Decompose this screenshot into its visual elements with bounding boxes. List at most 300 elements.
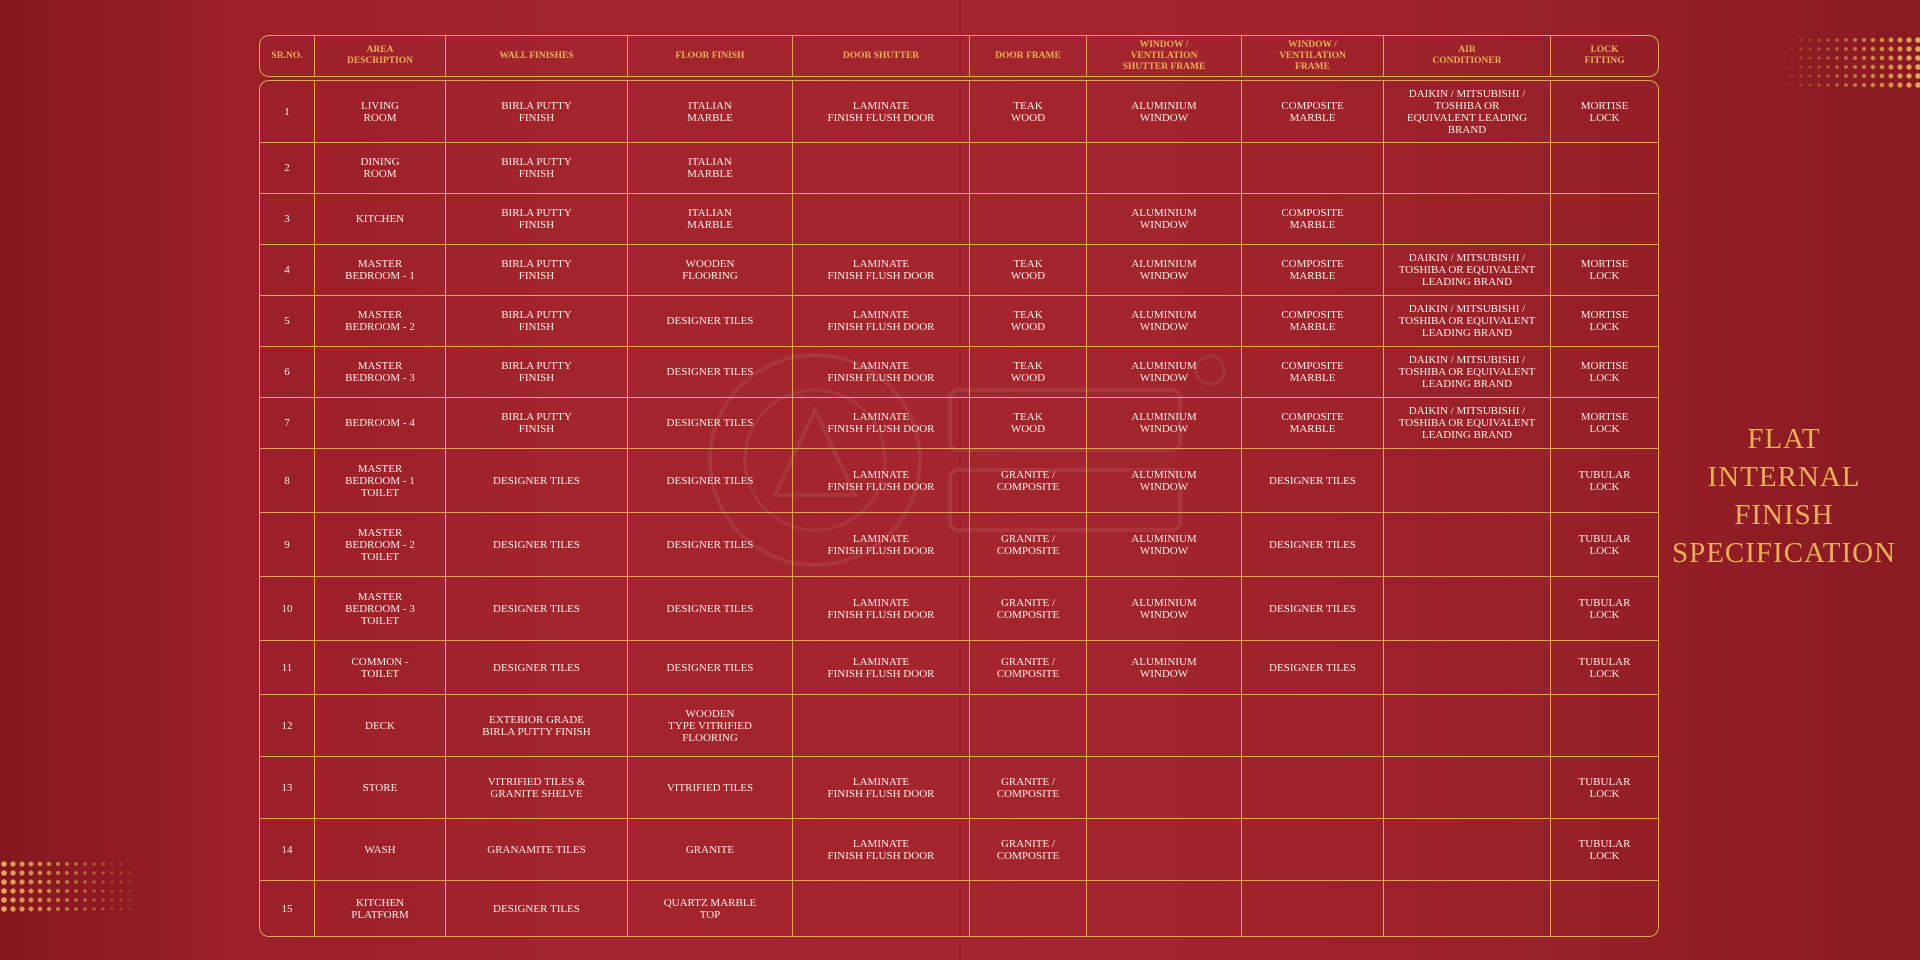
page-title-line: FLAT: [1747, 423, 1821, 455]
decorative-dot: [1871, 38, 1875, 42]
decorative-dot: [101, 862, 104, 865]
page-title: [1668, 420, 1900, 572]
decorative-dot: [1, 879, 7, 885]
table-cell: ITALIAN MARBLE: [628, 194, 793, 245]
serial-number-cell: 13: [259, 757, 315, 819]
table-cell: DESIGNER TILES: [446, 513, 628, 577]
decorative-dot: [1826, 56, 1829, 59]
table-row: [259, 695, 1659, 757]
decorative-dot: [56, 898, 60, 902]
column-header: AIR CONDITIONER: [1384, 35, 1551, 77]
decorative-dot: [10, 906, 15, 911]
table-cell: COMPOSITE MARBLE: [1242, 194, 1384, 245]
decorative-dot: [29, 907, 34, 912]
serial-number-cell: 2: [259, 143, 315, 194]
table-cell: GRANITE: [628, 819, 793, 881]
table-cell: [1242, 695, 1384, 757]
decorative-dot: [1844, 56, 1848, 60]
decorative-dot: [1844, 38, 1848, 42]
decorative-dot: [1915, 73, 1920, 79]
decorative-dot: [83, 889, 87, 893]
table-cell: TUBULAR LOCK: [1551, 513, 1659, 577]
table-cell: [793, 695, 970, 757]
decorative-dot: [1906, 82, 1911, 87]
decorative-dot: [10, 879, 15, 884]
table-cell: [1087, 881, 1242, 937]
table-cell: TEAK WOOD: [970, 398, 1087, 449]
decorative-dot: [47, 907, 51, 911]
table-cell: [1384, 695, 1551, 757]
table-cell: [1242, 143, 1384, 194]
decorative-dot: [1906, 55, 1911, 60]
decorative-dot: [1817, 56, 1820, 59]
decorative-dot: [38, 889, 43, 894]
table-cell: COMPOSITE MARBLE: [1242, 347, 1384, 398]
decorative-dot: [120, 881, 123, 884]
decorative-dot: [111, 899, 114, 902]
decorative-dot: [1809, 75, 1812, 78]
table-cell: [970, 194, 1087, 245]
table-cell: [1087, 757, 1242, 819]
table-row: [259, 513, 1659, 577]
decorative-dot: [1826, 83, 1829, 86]
decorative-dot: [1809, 39, 1812, 42]
decorative-dot: [1817, 65, 1820, 68]
decorative-dot: [1, 870, 7, 876]
decorative-dot: [1826, 65, 1829, 68]
decorative-dot: [111, 908, 114, 911]
decorative-dot: [129, 908, 131, 910]
decorative-dot: [1835, 74, 1839, 78]
table-cell: ALUMINIUM WINDOW: [1087, 296, 1242, 347]
table-cell: TUBULAR LOCK: [1551, 449, 1659, 513]
decorative-dot: [1880, 65, 1885, 70]
serial-number-cell: 3: [259, 194, 315, 245]
decorative-dot: [1, 897, 7, 903]
table-cell: MORTISE LOCK: [1551, 398, 1659, 449]
table-cell: BIRLA PUTTY FINISH: [446, 143, 628, 194]
decorative-dot: [120, 863, 123, 866]
decorative-dot: [1817, 74, 1820, 77]
decorative-dot: [1889, 65, 1894, 70]
table-cell: LAMINATE FINISH FLUSH DOOR: [793, 245, 970, 296]
page-title-line: INTERNAL: [1707, 461, 1861, 493]
decorative-dot: [120, 872, 123, 875]
table-cell: WOODEN FLOORING: [628, 245, 793, 296]
decorative-dot: [65, 880, 69, 884]
decorative-dot: [120, 908, 123, 911]
decorative-dot: [92, 871, 95, 874]
column-header: WALL FINISHES: [446, 35, 628, 77]
decorative-dot: [1800, 66, 1803, 69]
page-title-line: SPECIFICATION: [1671, 537, 1897, 569]
decorative-dot: [29, 898, 34, 903]
decorative-dot: [1897, 37, 1902, 42]
decorative-dot: [56, 862, 60, 866]
table-row: [259, 143, 1659, 194]
decorative-dot: [38, 862, 43, 867]
decorative-dot: [1826, 74, 1829, 77]
table-row: [259, 398, 1659, 449]
decorative-dot: [1889, 74, 1894, 79]
table-cell: BIRLA PUTTY FINISH: [446, 296, 628, 347]
table-cell: KITCHEN PLATFORM: [315, 881, 446, 937]
decorative-dot-pattern-bottom-left: [0, 860, 135, 920]
table-cell: DESIGNER TILES: [1242, 641, 1384, 695]
table-cell: WOODEN TYPE VITRIFIED FLOORING: [628, 695, 793, 757]
table-cell: [1551, 194, 1659, 245]
table-cell: [1384, 881, 1551, 937]
decorative-dot: [101, 880, 104, 883]
decorative-dot: [38, 907, 43, 912]
decorative-dot: [83, 880, 87, 884]
decorative-dot: [1809, 66, 1812, 69]
decorative-dot: [1835, 38, 1839, 42]
serial-number-cell: 12: [259, 695, 315, 757]
decorative-dot: [1844, 83, 1848, 87]
decorative-dot: [101, 898, 104, 901]
decorative-dot: [10, 861, 15, 866]
column-header: AREA DESCRIPTION: [315, 35, 446, 77]
decorative-dot: [1791, 75, 1793, 77]
decorative-dot: [1, 906, 7, 912]
table-cell: GRANITE / COMPOSITE: [970, 757, 1087, 819]
decorative-dot: [1880, 74, 1885, 79]
decorative-dot: [38, 871, 43, 876]
table-cell: DAIKIN / MITSUBISHI / TOSHIBA OR EQUIVALENT LEADING BRAND: [1384, 347, 1551, 398]
table-cell: BIRLA PUTTY FINISH: [446, 245, 628, 296]
table-cell: DESIGNER TILES: [628, 296, 793, 347]
table-cell: [1384, 641, 1551, 695]
table-cell: DINING ROOM: [315, 143, 446, 194]
decorative-dot: [10, 888, 15, 893]
table-cell: DESIGNER TILES: [1242, 577, 1384, 641]
table-cell: WASH: [315, 819, 446, 881]
decorative-dot: [1835, 65, 1839, 69]
table-cell: TUBULAR LOCK: [1551, 819, 1659, 881]
decorative-dot: [1844, 65, 1848, 69]
table-cell: TUBULAR LOCK: [1551, 757, 1659, 819]
decorative-dot: [19, 870, 24, 875]
decorative-dot: [101, 889, 104, 892]
table-cell: DESIGNER TILES: [628, 577, 793, 641]
table-cell: [793, 194, 970, 245]
page-title-line: FINISH: [1734, 499, 1834, 531]
decorative-dot: [47, 889, 51, 893]
decorative-dot: [19, 861, 24, 866]
decorative-dot: [1800, 75, 1803, 78]
decorative-dot: [10, 897, 15, 902]
decorative-dot: [129, 863, 131, 865]
table-cell: DESIGNER TILES: [446, 881, 628, 937]
decorative-dot: [1853, 38, 1857, 42]
decorative-dot: [92, 898, 95, 901]
table-cell: VITRIFIED TILES & GRANITE SHELVE: [446, 757, 628, 819]
decorative-dot: [1853, 83, 1857, 87]
table-cell: [970, 881, 1087, 937]
column-header: FLOOR FINISH: [628, 35, 793, 77]
table-cell: KITCHEN: [315, 194, 446, 245]
decorative-dot: [1800, 84, 1803, 87]
decorative-dot: [1871, 65, 1875, 69]
table-cell: [1242, 819, 1384, 881]
table-cell: ALUMINIUM WINDOW: [1087, 577, 1242, 641]
table-cell: DAIKIN / MITSUBISHI / TOSHIBA OR EQUIVALENT LEADING BRAND: [1384, 245, 1551, 296]
table-cell: [1384, 449, 1551, 513]
finish-specification-table-container: [259, 35, 1659, 937]
table-cell: LIVING ROOM: [315, 80, 446, 143]
decorative-dot: [74, 880, 78, 884]
table-cell: LAMINATE FINISH FLUSH DOOR: [793, 398, 970, 449]
decorative-dot: [1880, 47, 1885, 52]
table-cell: DAIKIN / MITSUBISHI / TOSHIBA OR EQUIVALENT LEADING BRAND: [1384, 398, 1551, 449]
table-row: [259, 577, 1659, 641]
decorative-dot: [120, 899, 123, 902]
serial-number-cell: 11: [259, 641, 315, 695]
table-cell: ALUMINIUM WINDOW: [1087, 80, 1242, 143]
table-cell: LAMINATE FINISH FLUSH DOOR: [793, 641, 970, 695]
serial-number-cell: 7: [259, 398, 315, 449]
serial-number-cell: 14: [259, 819, 315, 881]
table-cell: [1384, 513, 1551, 577]
table-cell: [1384, 194, 1551, 245]
decorative-dot: [1862, 47, 1866, 51]
decorative-dot: [1871, 47, 1875, 51]
decorative-dot: [1791, 39, 1793, 41]
table-cell: COMPOSITE MARBLE: [1242, 296, 1384, 347]
table-cell: BIRLA PUTTY FINISH: [446, 347, 628, 398]
table-header-row: [259, 35, 1659, 77]
table-row: [259, 819, 1659, 881]
decorative-dot: [1862, 65, 1866, 69]
decorative-dot: [101, 871, 104, 874]
table-cell: MORTISE LOCK: [1551, 245, 1659, 296]
decorative-dot: [1880, 56, 1885, 61]
table-cell: ALUMINIUM WINDOW: [1087, 245, 1242, 296]
decorative-dot: [111, 863, 114, 866]
table-cell: ALUMINIUM WINDOW: [1087, 513, 1242, 577]
decorative-dot: [101, 907, 104, 910]
decorative-dot: [111, 890, 114, 893]
decorative-dot: [83, 871, 87, 875]
decorative-dot: [1889, 47, 1894, 52]
table-cell: MASTER BEDROOM - 1: [315, 245, 446, 296]
decorative-dot: [65, 907, 69, 911]
decorative-dot: [83, 862, 87, 866]
table-cell: MASTER BEDROOM - 3: [315, 347, 446, 398]
decorative-dot: [1880, 38, 1885, 43]
table-cell: ALUMINIUM WINDOW: [1087, 194, 1242, 245]
decorative-dot: [1915, 64, 1920, 70]
decorative-dot: [129, 881, 131, 883]
table-cell: COMPOSITE MARBLE: [1242, 80, 1384, 143]
table-cell: TUBULAR LOCK: [1551, 641, 1659, 695]
decorative-dot: [1897, 73, 1902, 78]
table-cell: ITALIAN MARBLE: [628, 143, 793, 194]
table-cell: TEAK WOOD: [970, 296, 1087, 347]
table-cell: TEAK WOOD: [970, 245, 1087, 296]
decorative-dot: [1915, 37, 1920, 43]
table-cell: LAMINATE FINISH FLUSH DOOR: [793, 296, 970, 347]
table-row: [259, 757, 1659, 819]
table-cell: EXTERIOR GRADE BIRLA PUTTY FINISH: [446, 695, 628, 757]
decorative-dot: [1897, 64, 1902, 69]
table-cell: ITALIAN MARBLE: [628, 80, 793, 143]
decorative-dot: [1880, 83, 1885, 88]
table-cell: [793, 143, 970, 194]
decorative-dot: [129, 890, 131, 892]
table-cell: [1384, 577, 1551, 641]
decorative-dot: [1844, 47, 1848, 51]
decorative-dot: [1915, 46, 1920, 52]
table-cell: GRANITE / COMPOSITE: [970, 577, 1087, 641]
table-cell: TEAK WOOD: [970, 347, 1087, 398]
table-cell: [793, 881, 970, 937]
decorative-dot: [56, 871, 60, 875]
table-cell: DECK: [315, 695, 446, 757]
decorative-dot: [29, 871, 34, 876]
decorative-dot: [1862, 74, 1866, 78]
decorative-dot: [1826, 38, 1829, 41]
decorative-dot: [1871, 74, 1875, 78]
table-cell: DESIGNER TILES: [628, 449, 793, 513]
table-cell: [1087, 143, 1242, 194]
decorative-dot: [56, 889, 60, 893]
decorative-dot: [1817, 47, 1820, 50]
table-row: [259, 347, 1659, 398]
decorative-dot: [1889, 38, 1894, 43]
column-header: SR.NO.: [259, 35, 315, 77]
table-cell: DESIGNER TILES: [446, 449, 628, 513]
table-cell: TEAK WOOD: [970, 80, 1087, 143]
table-cell: [1384, 143, 1551, 194]
decorative-dot: [65, 889, 69, 893]
decorative-dot: [65, 898, 69, 902]
table-cell: DESIGNER TILES: [446, 577, 628, 641]
serial-number-cell: 15: [259, 881, 315, 937]
decorative-dot: [1809, 57, 1812, 60]
decorative-dot: [111, 872, 114, 875]
table-cell: MORTISE LOCK: [1551, 80, 1659, 143]
decorative-dot: [1906, 73, 1911, 78]
table-cell: [1384, 757, 1551, 819]
table-cell: ALUMINIUM WINDOW: [1087, 398, 1242, 449]
table-cell: COMMON - TOILET: [315, 641, 446, 695]
decorative-dot: [1915, 55, 1920, 61]
decorative-dot: [1862, 83, 1866, 87]
decorative-dot: [1844, 74, 1848, 78]
table-cell: DESIGNER TILES: [628, 347, 793, 398]
decorative-dot: [1871, 56, 1875, 60]
decorative-dot: [74, 871, 78, 875]
decorative-dot: [1800, 48, 1803, 51]
decorative-dot: [1897, 46, 1902, 51]
decorative-dot: [83, 898, 87, 902]
decorative-dot: [1835, 56, 1839, 60]
decorative-dot: [1791, 57, 1793, 59]
table-cell: [1242, 881, 1384, 937]
table-cell: DESIGNER TILES: [1242, 449, 1384, 513]
decorative-dot: [92, 889, 95, 892]
decorative-dot: [111, 881, 114, 884]
decorative-dot: [56, 907, 60, 911]
decorative-dot: [1906, 37, 1911, 42]
table-cell: [1551, 881, 1659, 937]
decorative-dot: [1871, 83, 1875, 87]
decorative-dot: [1, 888, 7, 894]
decorative-dot: [10, 870, 15, 875]
decorative-dot: [1791, 84, 1793, 86]
serial-number-cell: 8: [259, 449, 315, 513]
decorative-dot: [1853, 74, 1857, 78]
table-cell: COMPOSITE MARBLE: [1242, 398, 1384, 449]
table-cell: ALUMINIUM WINDOW: [1087, 641, 1242, 695]
decorative-dot: [129, 899, 131, 901]
decorative-dot: [1853, 56, 1857, 60]
column-header: DOOR SHUTTER: [793, 35, 970, 77]
column-header: LOCK FITTING: [1551, 35, 1659, 77]
table-row: [259, 80, 1659, 143]
decorative-dot: [38, 880, 43, 885]
decorative-dot: [1835, 47, 1839, 51]
serial-number-cell: 1: [259, 80, 315, 143]
table-cell: DESIGNER TILES: [628, 513, 793, 577]
table-cell: GRANITE / COMPOSITE: [970, 641, 1087, 695]
decorative-dot: [65, 862, 69, 866]
decorative-dot: [1862, 56, 1866, 60]
table-cell: LAMINATE FINISH FLUSH DOOR: [793, 577, 970, 641]
decorative-dot: [65, 871, 69, 875]
table-row: [259, 881, 1659, 937]
table-cell: [970, 695, 1087, 757]
serial-number-cell: 5: [259, 296, 315, 347]
decorative-dot: [1817, 38, 1820, 41]
table-cell: LAMINATE FINISH FLUSH DOOR: [793, 513, 970, 577]
table-cell: LAMINATE FINISH FLUSH DOOR: [793, 347, 970, 398]
decorative-dot: [1889, 56, 1894, 61]
table-cell: GRANITE / COMPOSITE: [970, 513, 1087, 577]
table-cell: GRANITE / COMPOSITE: [970, 819, 1087, 881]
table-cell: [1384, 819, 1551, 881]
decorative-dot: [47, 880, 51, 884]
decorative-dot: [1915, 82, 1920, 88]
decorative-dot: [74, 898, 78, 902]
decorative-dot: [92, 880, 95, 883]
decorative-dot: [92, 862, 95, 865]
decorative-dot: [1853, 65, 1857, 69]
decorative-dot: [1906, 64, 1911, 69]
table-cell: MASTER BEDROOM - 1 TOILET: [315, 449, 446, 513]
table-cell: MASTER BEDROOM - 2 TOILET: [315, 513, 446, 577]
decorative-dot: [1835, 83, 1839, 87]
decorative-dot: [19, 879, 24, 884]
decorative-dot: [29, 862, 34, 867]
decorative-dot: [1800, 57, 1803, 60]
serial-number-cell: 4: [259, 245, 315, 296]
table-cell: COMPOSITE MARBLE: [1242, 245, 1384, 296]
decorative-dot: [1853, 47, 1857, 51]
table-cell: MORTISE LOCK: [1551, 347, 1659, 398]
table-cell: DESIGNER TILES: [1242, 513, 1384, 577]
table-cell: [970, 143, 1087, 194]
decorative-dot: [74, 862, 78, 866]
decorative-dot: [47, 898, 51, 902]
serial-number-cell: 9: [259, 513, 315, 577]
table-cell: DESIGNER TILES: [628, 641, 793, 695]
decorative-dot: [1897, 82, 1902, 87]
decorative-dot: [1817, 83, 1820, 86]
table-cell: ALUMINIUM WINDOW: [1087, 347, 1242, 398]
